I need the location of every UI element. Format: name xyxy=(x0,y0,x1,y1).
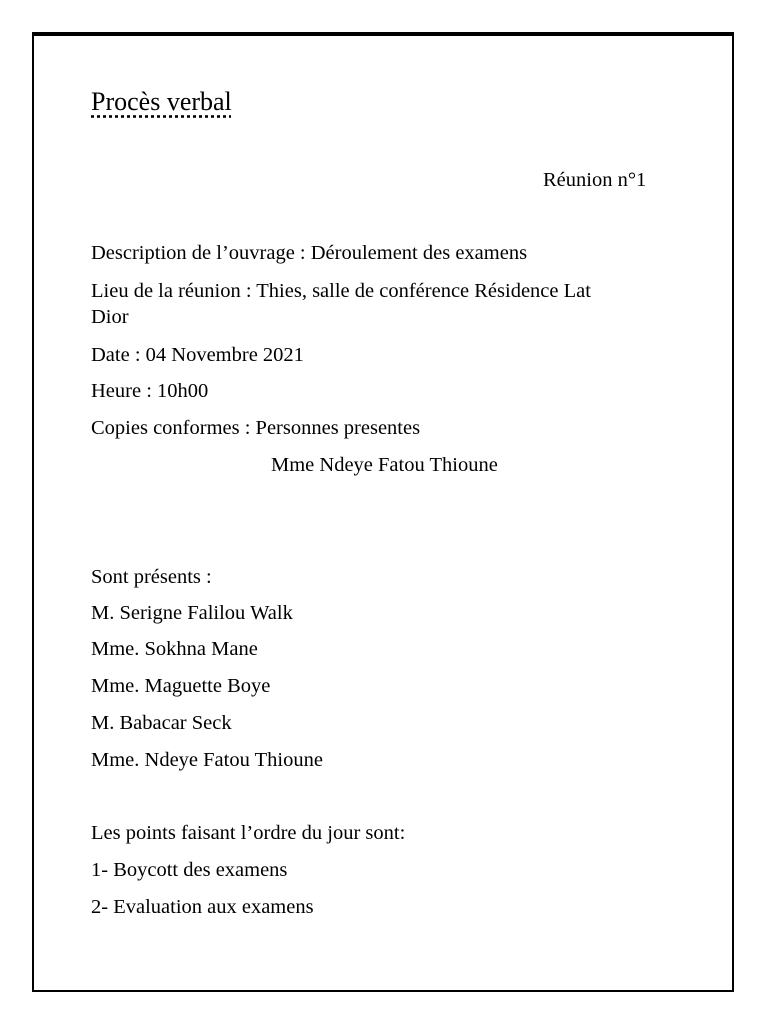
meeting-number: Réunion n°1 xyxy=(543,169,647,191)
agenda-item: 1- Boycott des examens xyxy=(91,859,288,881)
copies-line: Copies conformes : Personnes presentes xyxy=(91,417,421,439)
copies-name: Mme Ndeye Fatou Thioune xyxy=(271,454,498,476)
agenda-item: 2- Evaluation aux examens xyxy=(91,896,314,918)
attendee-item: Mme. Sokhna Mane xyxy=(91,638,258,660)
document-title: Procès verbal xyxy=(91,87,232,116)
attendee-item: Mme. Ndeye Fatou Thioune xyxy=(91,749,323,771)
attendees-heading: Sont présents : xyxy=(91,566,212,588)
date-line: Date : 04 Novembre 2021 xyxy=(91,344,304,366)
attendee-item: Mme. Maguette Boye xyxy=(91,675,271,697)
attendee-item: M. Babacar Seck xyxy=(91,712,232,734)
attendee-item: M. Serigne Falilou Walk xyxy=(91,602,293,624)
agenda-heading: Les points faisant l’ordre du jour sont: xyxy=(91,822,406,844)
description-line: Description de l’ouvrage : Déroulement des examens xyxy=(91,242,528,264)
location-line-2: Dior xyxy=(91,306,129,328)
time-line: Heure : 10h00 xyxy=(91,380,209,402)
location-line-1: Lieu de la réunion : Thies, salle de conférence Résidence Lat xyxy=(91,280,591,302)
